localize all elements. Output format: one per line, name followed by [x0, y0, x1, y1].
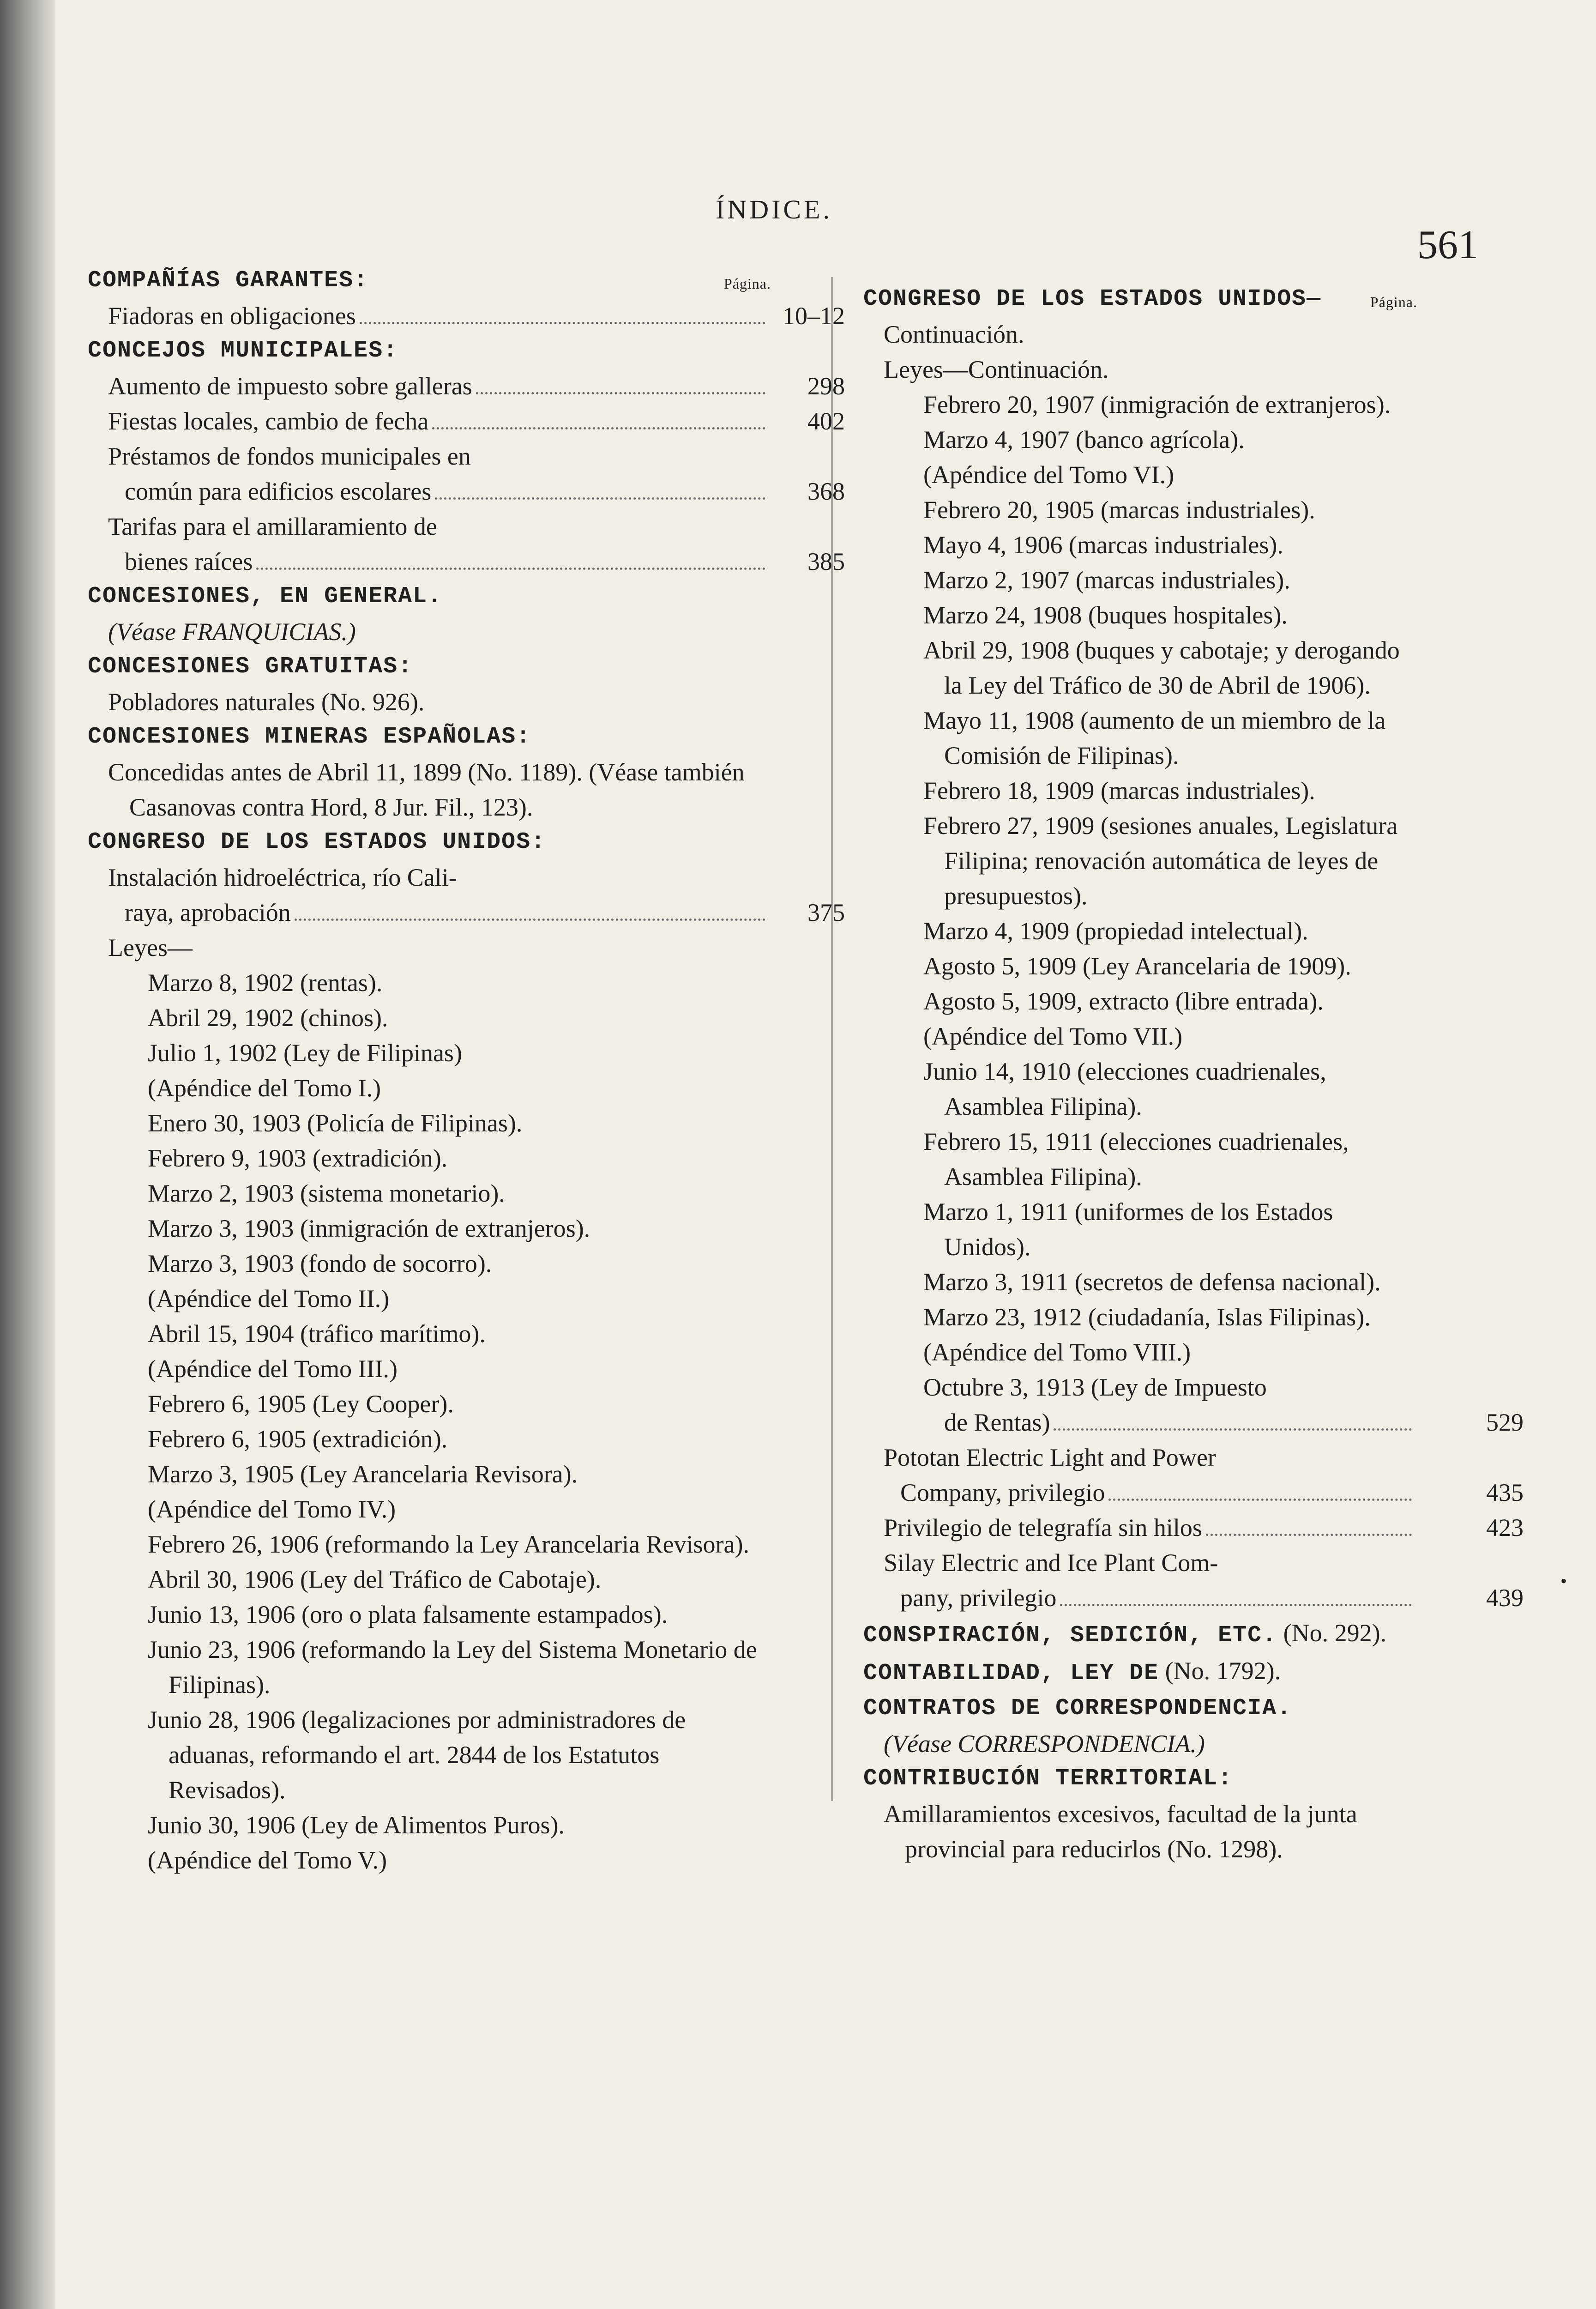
law-entry: Febrero 6, 1905 (extradición).	[148, 1425, 448, 1453]
index-entry: Privilegio de telegrafía sin hilos 423	[863, 1510, 1417, 1545]
index-entry: Pobladores naturales (No. 926).	[108, 688, 425, 716]
law-entry: Junio 30, 1906 (Ley de Alimentos Puros).	[148, 1811, 565, 1839]
law-entry: Marzo 3, 1903 (fondo de socorro).	[148, 1250, 492, 1277]
law-entry: Marzo 3, 1911 (secretos de defensa nacional).	[923, 1268, 1381, 1296]
running-header: ÍNDICE.	[716, 194, 833, 224]
law-entry-cont: de Rentas) 529	[863, 1405, 1417, 1440]
law-entry: Agosto 5, 1909 (Ley Arancelaria de 1909).	[923, 952, 1351, 980]
law-entry: (Apéndice del Tomo IV.)	[148, 1495, 396, 1523]
page-ref: 385	[807, 548, 845, 575]
page-ref: 423	[1486, 1514, 1524, 1541]
heading-concesiones-gratuitas: CONCESIONES GRATUITAS:	[88, 653, 413, 680]
margin-mark: •	[1560, 1571, 1567, 1591]
law-entry: Febrero 20, 1905 (marcas industriales).	[923, 496, 1315, 524]
law-entry: (Apéndice del Tomo III.)	[148, 1355, 398, 1383]
law-entry: Marzo 4, 1907 (banco agrícola).	[923, 426, 1245, 453]
index-entry-cont: pany, privilegio 439	[863, 1580, 1417, 1615]
book-binding-shadow	[0, 0, 55, 2309]
law-entry: Julio 1, 1902 (Ley de Filipinas)	[148, 1039, 462, 1067]
page-ref: 375	[807, 899, 845, 926]
law-entry: Mayo 4, 1906 (marcas industriales).	[923, 531, 1283, 559]
law-entry: Marzo 1, 1911 (uniformes de los Estados Unidos).	[923, 1198, 1333, 1261]
subheading-continuacion: Continuación.	[884, 320, 1024, 348]
law-entry: Marzo 8, 1902 (rentas).	[148, 969, 383, 997]
see-reference: (Véase CORRESPONDENCIA.)	[884, 1730, 1205, 1758]
heading-concesiones-mineras: CONCESIONES MINERAS ESPAÑOLAS:	[88, 724, 531, 750]
page-ref: 10–12	[783, 302, 845, 330]
leyes-label: Leyes—Continuación.	[884, 356, 1109, 383]
page-col-label: Página.	[723, 275, 771, 292]
heading-contratos: CONTRATOS DE CORRESPONDENCIA.	[863, 1695, 1292, 1722]
page-ref: 529	[1486, 1408, 1524, 1436]
index-entry-cont: Company, privilegio 435	[863, 1475, 1417, 1510]
law-entry: Marzo 3, 1903 (inmigración de extranjeros).	[148, 1215, 590, 1242]
index-entry: Préstamos de fondos municipales en	[108, 442, 471, 470]
index-entry-cont: común para edificios escolares 368	[88, 474, 771, 509]
law-entry: Febrero 18, 1909 (marcas industriales).	[923, 777, 1315, 804]
law-entry: Abril 30, 1906 (Ley del Tráfico de Cabotaje).	[148, 1566, 602, 1593]
law-entry: Abril 29, 1908 (buques y cabotaje; y derogando la Ley del Tráfico de 30 de Abril de 1906).	[923, 636, 1400, 699]
law-entry: (Apéndice del Tomo II.)	[148, 1285, 390, 1312]
law-entry: Marzo 4, 1909 (propiedad intelectual).	[923, 917, 1308, 945]
heading-concesiones-general: CONCESIONES, EN GENERAL.	[88, 583, 443, 610]
heading-companias: COMPAÑÍAS GARANTES: Página.	[88, 263, 771, 298]
law-entry: Febrero 15, 1911 (elecciones cuadrienales, Asamblea Filipina).	[923, 1128, 1349, 1191]
index-entry: Aumento de impuesto sobre galleras 298	[88, 369, 771, 404]
heading-conspiracion: CONSPIRACIÓN, SEDICIÓN, ETC.	[863, 1622, 1277, 1649]
page-ref: 402	[807, 407, 845, 435]
law-entry: Junio 23, 1906 (reformando la Ley del Sistema Monetario de Filipinas).	[148, 1636, 757, 1699]
page-number: 561	[1417, 223, 1478, 267]
law-entry: Junio 14, 1910 (elecciones cuadrienales, Asamblea Filipina).	[923, 1058, 1326, 1120]
page-ref: 298	[807, 372, 845, 400]
law-entry: Febrero 9, 1903 (extradición).	[148, 1144, 448, 1172]
law-entry: (Apéndice del Tomo I.)	[148, 1074, 381, 1102]
entry-contabilidad: CONTABILIDAD, LEY DE (No. 1792).	[863, 1657, 1281, 1686]
index-entry: Pototan Electric Light and Power	[884, 1444, 1216, 1471]
law-entry: Marzo 2, 1903 (sistema monetario).	[148, 1179, 505, 1207]
left-column	[88, 263, 845, 1878]
law-entry: Enero 30, 1903 (Policía de Filipinas).	[148, 1109, 523, 1137]
heading-congreso: CONGRESO DE LOS ESTADOS UNIDOS:	[88, 829, 546, 855]
index-entry: Fiestas locales, cambio de fecha 402	[88, 404, 771, 439]
law-entry: Marzo 2, 1907 (marcas industriales).	[923, 566, 1290, 594]
page-ref: 439	[1486, 1584, 1524, 1612]
law-entry: Febrero 6, 1905 (Ley Cooper).	[148, 1390, 454, 1418]
law-entry: Febrero 27, 1909 (sesiones anuales, Legislatura Filipina; renovación automática de leyes de presupuestos).	[923, 812, 1398, 910]
law-entry: (Apéndice del Tomo VI.)	[923, 461, 1174, 489]
index-entry: Amillaramientos excesivos, facultad de la junta provincial para reducirlos (No. 1298).	[884, 1800, 1357, 1863]
law-entry: Febrero 26, 1906 (reformando la Ley Arancelaria Revisora).	[148, 1530, 749, 1558]
law-entry: Octubre 3, 1913 (Ley de Impuesto	[923, 1373, 1267, 1401]
law-entry: Junio 28, 1906 (legalizaciones por administradores de aduanas, reformando el art. 2844 de los Estatutos Revisados).	[148, 1706, 686, 1804]
index-entry-cont: raya, aprobación 375	[88, 895, 771, 930]
law-entry: Agosto 5, 1909, extracto (libre entrada).	[923, 987, 1324, 1015]
heading-concejos: CONCEJOS MUNICIPALES:	[88, 338, 398, 364]
page-col-label: Página.	[1370, 294, 1417, 310]
leyes-list	[863, 387, 1417, 1370]
index-entry: Instalación hidroeléctrica, río Cali-	[108, 864, 457, 891]
leyes-list	[88, 965, 771, 1878]
law-entry: Mayo 11, 1908 (aumento de un miembro de la Comisión de Filipinas).	[923, 707, 1386, 769]
index-entry: Concedidas antes de Abril 11, 1899 (No. 1189). (Véase también Casanovas contra Hord, 8 Jur. Fil., 123).	[108, 758, 745, 821]
law-entry: Marzo 23, 1912 (ciudadanía, Islas Filipinas).	[923, 1303, 1371, 1331]
index-entry: Tarifas para el amillaramiento de	[108, 513, 437, 540]
index-entry: Silay Electric and Ice Plant Com-	[884, 1549, 1218, 1577]
law-entry: Febrero 20, 1907 (inmigración de extranjeros).	[923, 391, 1391, 418]
index-entry: Fiadoras en obligaciones 10–12	[88, 298, 771, 333]
page-ref: 435	[1486, 1479, 1524, 1506]
see-reference: (Véase FRANQUICIAS.)	[108, 618, 356, 646]
entry-conspiracion: CONSPIRACIÓN, SEDICIÓN, ETC. (No. 292).	[863, 1619, 1387, 1649]
law-entry: Abril 29, 1902 (chinos).	[148, 1004, 388, 1032]
law-entry: Abril 15, 1904 (tráfico marítimo).	[148, 1320, 486, 1348]
index-entry-cont: bienes raíces 385	[88, 544, 771, 579]
heading-contabilidad: CONTABILIDAD, LEY DE	[863, 1660, 1159, 1686]
page-ref: 368	[807, 478, 845, 505]
heading-congreso-cont: CONGRESO DE LOS ESTADOS UNIDOS— Página.	[863, 282, 1417, 317]
law-entry: (Apéndice del Tomo VII.)	[923, 1022, 1183, 1050]
law-entry: (Apéndice del Tomo VIII.)	[923, 1338, 1191, 1366]
law-entry: Marzo 3, 1905 (Ley Arancelaria Revisora).	[148, 1460, 578, 1488]
heading-contribucion: CONTRIBUCIÓN TERRITORIAL:	[863, 1765, 1233, 1792]
law-entry: Junio 13, 1906 (oro o plata falsamente estampados).	[148, 1601, 668, 1628]
leyes-label: Leyes—	[108, 934, 193, 961]
law-entry: Marzo 24, 1908 (buques hospitales).	[923, 601, 1288, 629]
law-entry: (Apéndice del Tomo V.)	[148, 1846, 387, 1874]
right-column	[863, 282, 1524, 1867]
